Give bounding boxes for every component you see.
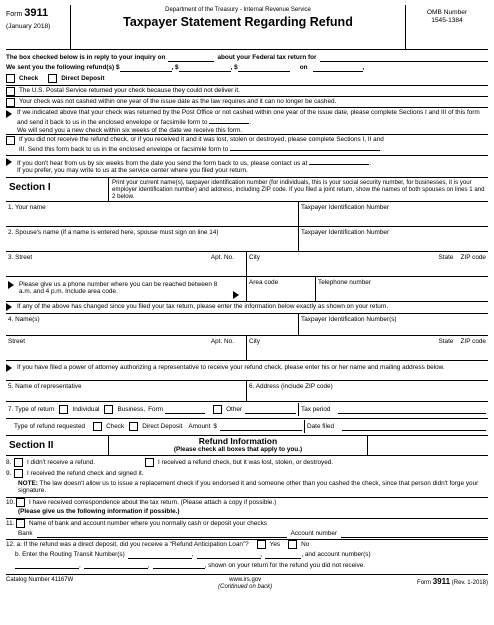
- bank-name-field[interactable]: [37, 530, 287, 538]
- apt-label: Apt. No.: [210, 253, 234, 261]
- no-label: No: [301, 541, 310, 549]
- street-2-field[interactable]: [6, 336, 247, 360]
- lost-check-checkbox[interactable]: [145, 458, 154, 467]
- check-label: Check: [106, 422, 125, 430]
- routing-field-2[interactable]: [197, 551, 261, 559]
- refund-dd-checkbox[interactable]: [129, 422, 138, 431]
- account-number-field[interactable]: [341, 530, 488, 538]
- amount-field[interactable]: [220, 423, 302, 431]
- refund-amount-2[interactable]: [179, 64, 231, 72]
- line-12a: [6, 540, 488, 550]
- refund-type-row: [6, 419, 488, 435]
- check-dd-row: [6, 73, 488, 84]
- dd-label: Direct Deposit: [142, 422, 183, 430]
- refund-check-checkbox[interactable]: [93, 422, 102, 431]
- sep-2: , $: [230, 64, 238, 72]
- bank-row: [6, 529, 488, 539]
- date-filed-label: Date filed: [307, 422, 334, 430]
- arrow-icon: [8, 281, 14, 289]
- line-11: 11. Name of bank and account number where you normally cash or deposit your checks: [6, 520, 267, 528]
- date-filed-field[interactable]: [342, 423, 486, 431]
- section-2-header: [6, 435, 488, 457]
- refund-info-title: [108, 436, 368, 456]
- field-label: 4. Name(s): [8, 315, 40, 323]
- form-title: Taxpayer Statement Regarding Refund: [123, 14, 353, 29]
- tin-field[interactable]: [299, 202, 488, 226]
- note-text: The law doesn't allow us to issue a replacement check if you endorsed it and someone other than you cashed the check, since that person didn't forge your signature.: [18, 480, 479, 495]
- poa-row: [6, 361, 488, 381]
- phone-row: [6, 277, 488, 302]
- field-label: 1. Your name: [8, 203, 46, 211]
- line-10b-text: (Please give us the following information if possible.): [18, 507, 180, 515]
- area-code-field[interactable]: [247, 277, 316, 301]
- footer-form-ref: [417, 577, 488, 591]
- no-refund-label: I didn't receive a refund.: [27, 458, 96, 466]
- omb-number: 1545-1384: [431, 16, 463, 24]
- direct-deposit-checkbox[interactable]: [48, 74, 57, 83]
- department: Department of the Treasury - Internal Revenue Service: [165, 7, 311, 13]
- option-text: If you don't hear from us by six weeks from the date you send the form back to us, please contact us at: [17, 159, 308, 167]
- returned-checkbox[interactable]: [6, 87, 15, 96]
- account-field-2[interactable]: [84, 561, 148, 569]
- field-label: 3. Street: [8, 253, 33, 261]
- account-field-3[interactable]: [153, 561, 205, 569]
- arrow-icon: [233, 291, 239, 299]
- spouse-name-field[interactable]: [6, 227, 299, 251]
- bank-field-label: Bank: [18, 530, 33, 538]
- lost-check-label: I received a refund check, but it was lost, stolen, or destroyed.: [158, 458, 334, 466]
- correspondence-checkbox[interactable]: [16, 498, 25, 507]
- arrow-icon: [6, 158, 12, 166]
- state-label: State: [438, 253, 454, 261]
- field-label: Taxpayer Identification Number: [301, 228, 390, 236]
- not-received-text: If you did not receive the refund check, or if you received it and it was lost, stolen or destroyed, please complete Sections I, II and III. Send this form back to us in the enclosed envelope or facsimile form to .: [19, 136, 384, 154]
- inquiry-row: [6, 53, 488, 63]
- line-1: [6, 202, 488, 227]
- refund-type-label: Type of refund requested: [14, 422, 86, 430]
- city-field[interactable]: [247, 252, 488, 276]
- refund-amount-3[interactable]: [238, 64, 290, 72]
- ral-question: 12. a. If the refund was a direct deposit, did you receive a “Refund Anticipation Loan”?: [6, 541, 249, 549]
- spouse-tin-field[interactable]: [299, 227, 488, 251]
- option-text: We will send you a new check within six weeks of the date we receive this form.: [17, 126, 243, 134]
- telephone-field[interactable]: [316, 277, 488, 301]
- option-text: The U.S. Postal Service returned your check because they could not deliver it.: [19, 87, 240, 95]
- option-returned: [6, 86, 488, 96]
- refund-amount-1[interactable]: [120, 64, 172, 72]
- line-2: [6, 227, 488, 252]
- address-changed-text: If any of the above has changed since you filed your tax return, please enter the information below exactly as shown on your return.: [17, 303, 389, 311]
- fax-field-2[interactable]: [230, 143, 380, 151]
- check-label: Check: [19, 74, 39, 82]
- line-5-6: [6, 381, 488, 402]
- field-label: 2. Spouse's name (if a name is entered here, spouse must sign on line 14): [8, 228, 219, 236]
- other-checkbox[interactable]: [213, 405, 222, 414]
- form-ref-post: (Rev. 1-2018): [451, 579, 488, 586]
- other-field[interactable]: [245, 406, 296, 414]
- dd-label: Direct Deposit: [61, 74, 105, 82]
- sent-text: We sent you the following refund(s) $: [6, 64, 120, 72]
- form-header: [6, 5, 488, 50]
- zip-label: ZIP code: [460, 253, 486, 261]
- tins-field[interactable]: [299, 314, 488, 335]
- bank-label: Name of bank and account number where you normally cash or deposit your checks: [29, 520, 267, 528]
- note-label: NOTE:: [18, 480, 38, 488]
- names-field[interactable]: [6, 314, 299, 335]
- section-2-subtitle: (Please check all boxes that apply to you.): [173, 446, 303, 454]
- line-9: 9. I received the refund check and signed it.: [6, 469, 144, 477]
- refund-type-cell: [6, 420, 305, 433]
- sent-row: We sent you the following refund(s) $ , $ , $ on ,: [6, 64, 365, 72]
- option-contact: [6, 156, 488, 175]
- form-footer: [6, 574, 488, 591]
- tax-period-cell: [299, 404, 488, 416]
- phone-instructions: [6, 277, 247, 301]
- no-refund-checkbox[interactable]: [14, 458, 23, 467]
- apt-label: Apt. No.: [210, 337, 234, 345]
- check-checkbox[interactable]: [6, 74, 15, 83]
- signed-check-label: I received the refund check and signed it.: [27, 469, 144, 477]
- other-label: Other: [226, 405, 243, 413]
- individual-checkbox[interactable]: [59, 405, 68, 414]
- section-2-title: Refund Information: [198, 435, 278, 446]
- account-field-1[interactable]: [15, 561, 79, 569]
- account-tail-text: , shown on your return for the refund you did not receive.: [204, 561, 366, 569]
- your-name-field[interactable]: [6, 202, 299, 226]
- refund-date-field[interactable]: [313, 64, 363, 72]
- rep-name-field[interactable]: [6, 381, 247, 401]
- account-number-label: Account number: [290, 530, 338, 538]
- option-text: Your check was not cashed within one year of the issue date as the law requires and it can no longer be cashed.: [19, 98, 337, 106]
- line-12b: b. Enter the Routing Transit Number(s) , , , and account number(s): [15, 551, 371, 559]
- form-word: Form: [148, 405, 164, 413]
- field-label: 6. Address (include ZIP code): [249, 382, 333, 390]
- line-10: 10. I have received correspondence about the tax return. (Please attach a copy if possible.): [6, 499, 277, 507]
- continued-text: (Continued on back): [218, 583, 273, 590]
- line-8: 8. I didn't receive a refund. I received a refund check, but it was lost, stolen, or destroyed.: [6, 458, 334, 466]
- instruction-text: If we indicated above that your check was returned by the Post Office or not cashed within one year of the issue date, please complete Sections I and III of this form and send it back to us in the enclosed envelope or facsimile form to . We will send you a new check within six weeks of the date we receive this form.: [17, 109, 480, 134]
- ral-no-checkbox[interactable]: [288, 540, 297, 549]
- field-label: 5. Name of representative: [8, 382, 82, 390]
- not-received-checkbox[interactable]: [6, 136, 15, 145]
- routing-label: b. Enter the Routing Transit Number(s): [15, 551, 125, 559]
- arrow-icon: [6, 303, 12, 311]
- fax-field[interactable]: [209, 116, 249, 124]
- type-return-label: 7. Type of return: [8, 405, 55, 413]
- city-label: City: [249, 337, 261, 345]
- city-2-field[interactable]: [247, 336, 488, 360]
- on-text: on: [299, 64, 308, 72]
- section-1-instructions: Print your current name(s), taxpayer identification number (for individuals, this is your social security number, for businesses, it is your employer identification number) and address, including ZIP code. If you filed a joint return, show the names of both spouses on lines 1 and 2 below.: [112, 178, 485, 200]
- street-2-row: [6, 336, 488, 361]
- line-7: [6, 402, 488, 419]
- business-form-field[interactable]: [165, 406, 205, 414]
- address-changed-row: [6, 302, 488, 314]
- routing-field-1[interactable]: [128, 551, 192, 559]
- yes-label: Yes: [269, 541, 281, 549]
- field-label: Street: [8, 337, 26, 345]
- type-return-cell: [6, 403, 299, 416]
- tax-year-field[interactable]: [320, 54, 488, 62]
- state-label: State: [438, 337, 454, 345]
- catalog-number: Catalog Number 41167W: [6, 576, 74, 583]
- phone-text: Please give us a phone number where you can be reached between 8 a.m. and 4 p.m. Include area code.: [19, 280, 218, 295]
- irs-url: www.irs.gov: [229, 576, 262, 583]
- zip-label: ZIP code: [460, 337, 486, 345]
- line-4: [6, 314, 488, 336]
- amount-label: Amount: [188, 422, 211, 430]
- form-ref-pre: Form: [417, 579, 432, 586]
- note-block: [6, 480, 488, 495]
- form-label: Form: [6, 11, 23, 18]
- business-label: Business,: [117, 405, 146, 413]
- form-ref-num: 3911: [432, 576, 451, 586]
- omb-label: OMB Number: [426, 9, 468, 16]
- line-12b-accounts: , , , shown on your return for the refund you did not receive.: [6, 560, 488, 571]
- tax-period-field[interactable]: [338, 406, 486, 414]
- omb-block: [406, 5, 488, 49]
- form-number: 3911: [24, 7, 49, 19]
- inquiry-text: The box checked below is in reply to your inquiry on: [6, 54, 166, 62]
- option-not-cashed: [6, 97, 488, 107]
- individual-label: Individual: [72, 405, 100, 413]
- rep-address-field[interactable]: [247, 381, 488, 401]
- business-checkbox[interactable]: [104, 405, 113, 414]
- option-text: If you prefer, you may write to us at the service center where you filed your return.: [17, 167, 248, 175]
- arrow-icon: [6, 110, 12, 118]
- section-1-label: Section I: [6, 178, 109, 201]
- not-cashed-checkbox[interactable]: [6, 98, 15, 107]
- correspondence-label: I have received correspondence about the tax return. (Please attach a copy if possible.): [29, 499, 277, 507]
- field-label: Area code: [249, 278, 279, 286]
- form-id-block: [6, 5, 71, 49]
- option-not-received: [6, 135, 488, 154]
- contact-phone-field[interactable]: [309, 157, 369, 165]
- city-label: City: [249, 253, 261, 261]
- form-page: [6, 5, 488, 625]
- tax-period-label: Tax period: [301, 405, 331, 413]
- contact-text: If you don't hear from us by six weeks from the date you send the form back to us, please contact us at . If you prefer, you may write to us at the service center where you filed your return.: [17, 157, 488, 175]
- sep-1: , $: [171, 64, 179, 72]
- bank-checkbox[interactable]: [16, 519, 25, 528]
- line-3: [6, 252, 488, 277]
- form-title-block: [71, 5, 406, 49]
- option-text: If you did not receive the refund check, or if you received it and it was lost, stolen or destroyed, please complete Sections I, II and: [19, 136, 384, 144]
- inquiry-date-field[interactable]: [168, 54, 214, 62]
- field-label: Taxpayer Identification Number(s): [301, 315, 397, 323]
- section-1-header: [6, 177, 488, 202]
- form-date: (January 2018): [6, 22, 51, 30]
- signed-check-checkbox[interactable]: [14, 469, 23, 478]
- option-text: If we indicated above that your check was returned by the Post Office or not cashed within one year of the issue date, please complete Sections I and III of this form and send it back to us in the enclosed envelope or facsimile form to: [17, 109, 480, 127]
- date-filed-cell: [305, 421, 488, 433]
- option-instruction: [6, 108, 488, 134]
- poa-text: If you have filed a power of attorney authorizing a representative to receive your refund check, please enter his or her name and mailing address below.: [17, 363, 445, 371]
- inquiry-mid-text: about your Federal tax return for: [217, 54, 317, 62]
- ral-yes-checkbox[interactable]: [257, 540, 266, 549]
- field-label: Telephone number: [318, 278, 371, 286]
- routing-field-3[interactable]: [265, 551, 301, 559]
- dollar-sign: $: [213, 422, 217, 430]
- option-text: III. Send this form back to us in the enclosed envelope or facsimile form to: [19, 146, 229, 154]
- arrow-icon: [6, 364, 12, 372]
- section-2-label: Section II: [9, 439, 54, 451]
- street-field[interactable]: [6, 252, 247, 276]
- footer-center: [218, 577, 272, 591]
- account-numbers-label: , and account number(s): [301, 551, 371, 559]
- field-label: Taxpayer Identification Number: [301, 203, 390, 211]
